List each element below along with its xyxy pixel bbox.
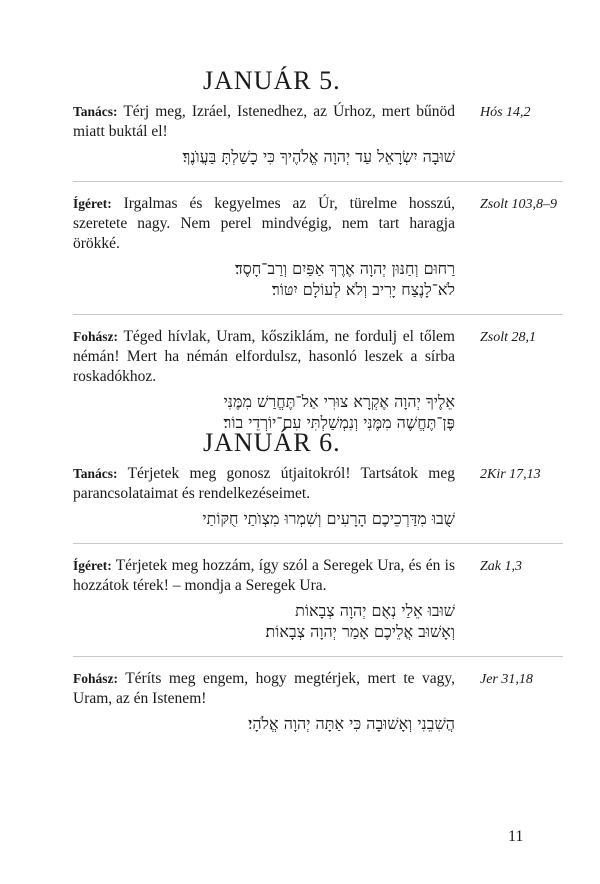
hebrew-line: רַחוּם וְחַנּוּן יְהוָה אֶרֶךְ אַפַּיִם וְרַב־חָסֶד׃ — [234, 259, 455, 278]
hebrew-line: וְאָשׁוּב אֲלֵיכֶם אָמַר יְהוָה צְבָאוֹת׃ — [265, 622, 455, 641]
hebrew-verse — [73, 713, 455, 734]
scripture-reference: Zsolt 103,8–9 — [480, 197, 558, 212]
entry-text — [73, 464, 455, 504]
hebrew-line: אֵלֶיךָ יְהוָה אֶקְרָא צוּרִי אַל־תֶּחֱרַשׁ מִמֶּנִּי — [223, 392, 455, 411]
scripture-reference: Zak 1,3 — [480, 559, 522, 574]
entry-label: Tanács: — [73, 466, 118, 481]
entry-body: Térjetek meg hozzám, így szól a Seregek Ura, és én is hozzátok térek! – mondja a Seregek Ura. — [73, 557, 455, 594]
entry-text — [73, 556, 455, 596]
divider — [73, 314, 563, 315]
entry-label: Fohász: — [73, 671, 118, 686]
day-title: JANUÁR 5. — [203, 66, 341, 95]
hebrew-verse — [73, 146, 455, 167]
hebrew-verse — [73, 508, 455, 529]
entry-tanacs — [73, 464, 563, 529]
entry-body: Téged hívlak, Uram, kősziklám, ne fordulj el tőlem némán! Mert ha némán elfordulsz, hasonló leszek a sírba roskadókhoz. — [73, 328, 455, 385]
day-section — [73, 66, 563, 433]
divider — [73, 656, 563, 657]
entry-body: Térjetek meg gonosz útjaitokról! Tartsátok meg parancsolataimat és rendelkezéseimet. — [73, 465, 455, 502]
entry-text — [73, 327, 455, 387]
divider — [73, 181, 563, 182]
entry-fohasz — [73, 669, 563, 734]
entry-body: Téríts meg engem, hogy megtérjek, mert te vagy, Uram, az én Istenem! — [73, 670, 455, 707]
entry-igeret — [73, 556, 563, 642]
hebrew-verse — [73, 258, 455, 300]
scripture-reference: Zsolt 28,1 — [480, 330, 537, 345]
hebrew-line: שׁוּבוּ אֵלַי נְאֻם יְהוָה צְבָאוֹת — [295, 601, 455, 620]
hebrew-line: לֹא־לָנֶצַח יָרִיב וְלֹא לְעוֹלָם יִטּוֹר׃ — [271, 280, 455, 299]
entry-igeret — [73, 194, 563, 300]
entry-body: Térj meg, Izráel, Istenedhez, az Úrhoz, mert bűnöd miatt buktál el! — [73, 103, 455, 140]
scripture-reference: Hós 14,2 — [480, 105, 531, 120]
hebrew-line: פֶּן־תֶּחֱשֶׁה מִמֶּנִּי וְנִמְשַׁלְתִּי עִם־יוֹרְדֵי בוֹר׃ — [223, 413, 455, 432]
entry-text — [73, 102, 455, 142]
divider — [73, 543, 563, 544]
entry-body: Irgalmas és kegyelmes az Úr, türelme hosszú, szeretete nagy. Nem perel mindvégig, nem tart haragja örökké. — [73, 195, 455, 252]
hebrew-line: שׁוּבָה יִשְׂרָאֵל עַד יְהוָה אֱלֹהֶיךָ כִּי כָשַׁלְתָּ בַּעֲוֺנֶךָ׃ — [182, 147, 455, 166]
hebrew-line: הֲשִׁבֵנִי וְאָשׁוּבָה כִּי אַתָּה יְהוָה אֱלֹהָי׃ — [248, 714, 455, 733]
hebrew-verse — [73, 391, 455, 433]
entry-fohasz — [73, 327, 563, 433]
hebrew-line: שֻׁבוּ מִדַּרְכֵיכֶם הָרָעִים וְשִׁמְרוּ מִצְוֺתַי חֻקּוֹתַי — [202, 509, 455, 528]
entry-label: Ígéret: — [73, 196, 112, 211]
day-section — [73, 428, 563, 734]
day-title: JANUÁR 6. — [203, 428, 341, 457]
scripture-reference: Jer 31,18 — [480, 672, 533, 687]
entry-text — [73, 669, 455, 709]
entry-tanacs — [73, 102, 563, 167]
entry-text — [73, 194, 455, 254]
scripture-reference: 2Kir 17,13 — [480, 467, 541, 482]
entry-label: Tanács: — [73, 104, 118, 119]
entry-label: Fohász: — [73, 329, 118, 344]
page-number: 11 — [508, 828, 524, 845]
hebrew-verse — [73, 600, 455, 642]
entry-label: Ígéret: — [73, 558, 112, 573]
